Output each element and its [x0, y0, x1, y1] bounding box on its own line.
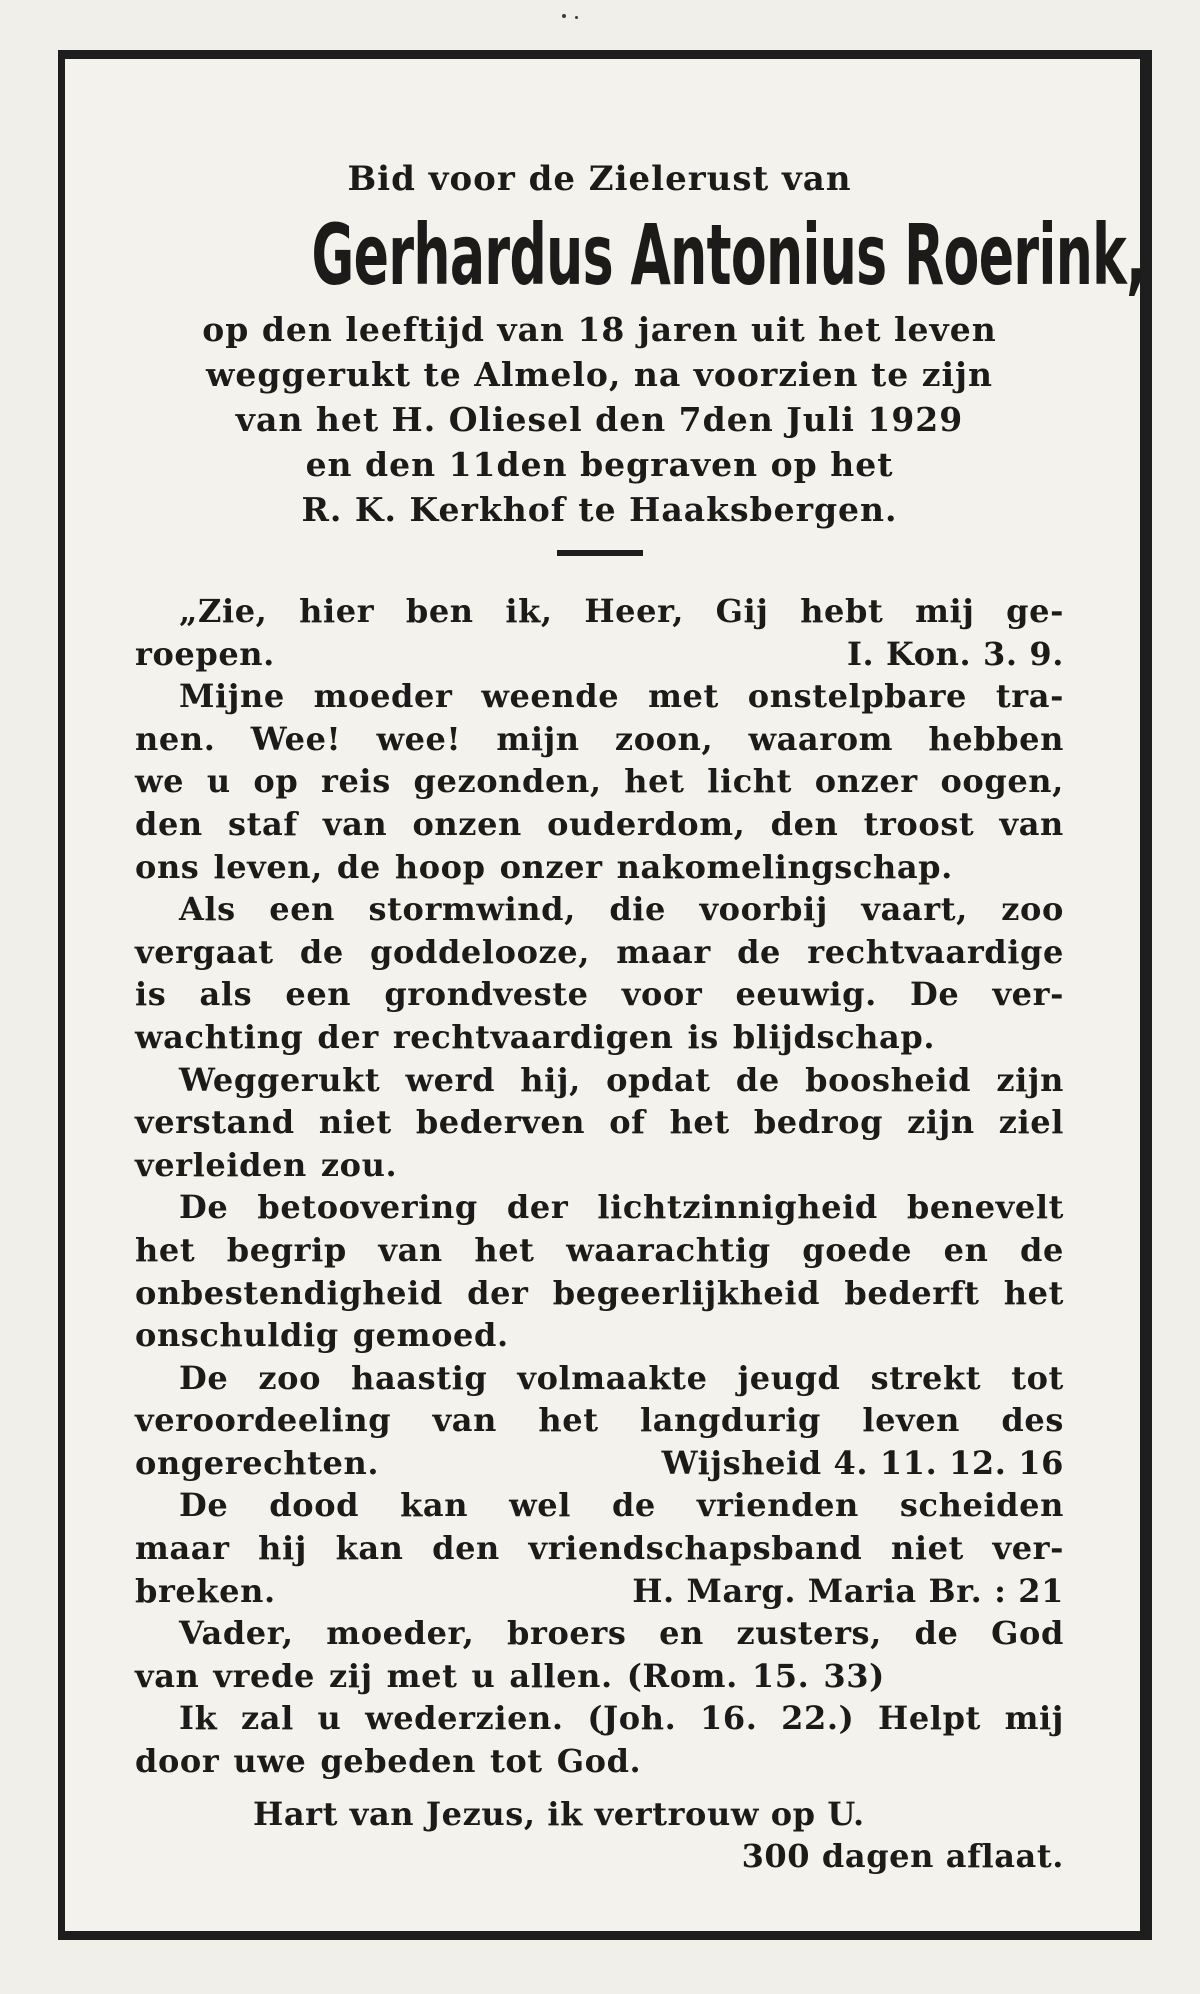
text-line	[135, 1399, 1064, 1442]
word: Vader,	[179, 1614, 294, 1653]
word: tot	[489, 1742, 543, 1781]
intro-line: weggerukt te Almelo, na voorzien te zijn	[206, 355, 993, 394]
word: Helpt	[878, 1699, 981, 1738]
text-line	[135, 1655, 1064, 1698]
text-line	[135, 1016, 1064, 1059]
word: den	[432, 1529, 500, 1568]
word: Gij	[715, 592, 769, 630]
word: onzer	[814, 762, 918, 801]
text-line	[135, 1144, 1064, 1187]
word: 16.	[700, 1699, 758, 1738]
word: het	[474, 1230, 535, 1269]
word: begeerlijkheid	[552, 1273, 821, 1312]
word: Mijne	[179, 677, 285, 716]
word: dood	[269, 1486, 360, 1525]
word: jeugd	[737, 1358, 841, 1397]
word: Weggerukt	[179, 1060, 381, 1099]
word: scheiden	[899, 1486, 1064, 1525]
word: roepen.	[135, 634, 275, 673]
intro-text	[135, 307, 1064, 532]
text-line	[135, 1357, 1064, 1400]
word: vaart,	[861, 890, 968, 929]
text-line	[135, 846, 1064, 889]
word: God.	[556, 1742, 642, 1781]
intro-line: op den leeftijd van 18 jaren uit het leven	[202, 310, 997, 349]
word: werd	[405, 1060, 496, 1099]
word: hebt	[800, 592, 884, 630]
word: Wijsheid 4. 11. 12. 16	[661, 1443, 1064, 1482]
word: Als	[179, 890, 236, 929]
memorial-card	[58, 50, 1152, 1940]
word: het	[538, 1401, 599, 1440]
word: een	[269, 890, 336, 929]
intro-line: en den 11den begraven op het	[305, 445, 894, 484]
word: de	[914, 1614, 959, 1653]
word: De	[179, 1486, 229, 1525]
intro-line: R. K. Kerkhof te Haaksbergen.	[301, 490, 898, 529]
word: niet	[890, 1529, 964, 1568]
word: voor	[621, 975, 703, 1014]
heading: Bid voor de Zielerust van	[347, 159, 852, 199]
word: bedrog	[753, 1103, 884, 1142]
text-line	[135, 1101, 1064, 1144]
word: (Joh.	[587, 1699, 677, 1738]
word: het	[624, 762, 685, 801]
text-line	[135, 973, 1064, 1016]
word: wee!	[376, 719, 462, 758]
word: de	[611, 1486, 656, 1525]
word: gebeden	[320, 1742, 476, 1781]
text-line	[135, 675, 1064, 718]
word: een	[285, 975, 352, 1014]
word: zoon,	[614, 719, 714, 758]
word: leven	[862, 1401, 961, 1440]
word: de	[737, 932, 781, 971]
word: rechtvaardige	[807, 932, 1064, 971]
word: hij	[258, 1529, 307, 1568]
word: den	[135, 804, 203, 843]
word: zou.	[320, 1145, 398, 1184]
word: van	[378, 1230, 443, 1269]
word: wederzien.	[365, 1699, 564, 1738]
text-line	[135, 1442, 1064, 1485]
word: moeder,	[326, 1614, 475, 1653]
word: onschuldig	[135, 1316, 339, 1355]
word: volmaakte	[517, 1358, 708, 1397]
word: vrede	[213, 1656, 315, 1695]
body-text	[135, 590, 1064, 1783]
word: hij,	[520, 1060, 581, 1099]
text-line	[135, 1570, 1064, 1613]
word: den	[770, 804, 839, 843]
word: mij	[915, 592, 975, 630]
word: op	[253, 762, 299, 801]
word: die	[609, 890, 667, 929]
word: de	[336, 847, 381, 886]
word: vriendschapsband	[528, 1529, 863, 1568]
word: het	[135, 1230, 196, 1269]
word: des	[1001, 1401, 1064, 1440]
word: uwe	[233, 1742, 307, 1781]
word: ongerechten.	[135, 1443, 380, 1482]
word: met	[386, 1656, 458, 1695]
word: zij	[328, 1656, 373, 1695]
word: mij	[1004, 1699, 1064, 1738]
speck	[575, 16, 578, 19]
word: zusters,	[736, 1614, 882, 1653]
word: bederven	[415, 1103, 586, 1142]
text-line	[135, 931, 1064, 974]
text-line	[135, 1229, 1064, 1272]
word: hebben	[928, 719, 1064, 758]
word: is	[135, 975, 167, 1014]
word: langdurig	[639, 1401, 821, 1440]
word: Ik	[179, 1699, 218, 1738]
indulgence-note: 300 dagen aflaat.	[741, 1837, 1064, 1876]
word: licht	[707, 762, 793, 801]
word: wel	[509, 1486, 571, 1525]
word: grondveste	[384, 975, 589, 1014]
word: betoovering	[257, 1188, 478, 1227]
word: De	[910, 975, 960, 1014]
word: troost	[863, 804, 975, 843]
text-line	[135, 803, 1064, 846]
text-line	[135, 718, 1064, 761]
word: verleiden	[135, 1145, 307, 1184]
word: door	[135, 1742, 220, 1781]
text-line	[135, 1697, 1064, 1740]
intro-line: van het H. Oliesel den 7den Juli 1929	[235, 400, 964, 439]
word: ik,	[505, 592, 553, 630]
word: blijdschap.	[732, 1017, 936, 1056]
word: maar	[135, 1529, 230, 1568]
word: stormwind,	[368, 890, 576, 929]
word: benevelt	[906, 1188, 1064, 1227]
word: verstand	[135, 1103, 295, 1142]
word: oogen,	[940, 762, 1064, 801]
word: Heer,	[584, 592, 684, 630]
word: reis	[321, 762, 391, 801]
text-line	[135, 760, 1064, 803]
closing	[135, 1793, 1064, 1878]
word: onzen	[412, 804, 522, 843]
word: waarom	[748, 719, 894, 758]
word: kan	[335, 1529, 404, 1568]
word: (Rom.	[626, 1656, 738, 1695]
text-line	[135, 1484, 1064, 1527]
word: rechtvaardigen	[392, 1017, 674, 1056]
word: der	[317, 1017, 379, 1056]
word: voorbij	[699, 890, 828, 929]
word: tra-	[995, 677, 1064, 716]
word: ver-	[992, 1529, 1064, 1568]
word: van	[322, 804, 388, 843]
word: der	[467, 1273, 529, 1312]
word: hoop	[394, 847, 486, 886]
text-line	[135, 1527, 1064, 1570]
word: lichtzinnigheid	[597, 1188, 878, 1227]
word: waarachtig	[566, 1230, 771, 1269]
word: en	[659, 1614, 704, 1653]
word: goddelooze,	[370, 932, 590, 971]
text-line	[135, 1314, 1064, 1357]
word: de	[1019, 1230, 1064, 1269]
word: eeuwig.	[735, 975, 877, 1014]
word: zijn	[996, 1060, 1064, 1099]
word: als	[199, 975, 253, 1014]
word: is	[687, 1017, 719, 1056]
word: hier	[299, 592, 375, 630]
word: der	[506, 1188, 569, 1227]
word: u	[206, 762, 231, 801]
word: weende	[481, 677, 620, 716]
word: breken.	[135, 1571, 276, 1610]
word: veroordeeling	[135, 1401, 392, 1440]
word: begrip	[226, 1230, 347, 1269]
word: „Zie,	[179, 592, 268, 630]
text-line	[135, 1059, 1064, 1102]
text-line	[135, 1612, 1064, 1655]
speck	[562, 14, 566, 18]
word: zoo	[1001, 890, 1064, 929]
word: goede	[802, 1230, 913, 1269]
word: God	[991, 1614, 1064, 1653]
word: u	[471, 1656, 496, 1695]
word: van	[432, 1401, 497, 1440]
word: tot	[1011, 1358, 1064, 1397]
word: onstelpbare	[747, 677, 968, 716]
word: de	[735, 1060, 780, 1099]
text-line	[135, 888, 1064, 931]
word: nakomelingschap.	[616, 847, 953, 886]
word: ons	[135, 847, 200, 886]
word: staf	[228, 804, 298, 843]
text-line	[135, 590, 1064, 633]
word: ben	[405, 592, 474, 630]
word: kan	[400, 1486, 469, 1525]
word: zoo	[258, 1358, 322, 1397]
word: nen.	[135, 719, 216, 758]
word: met	[648, 677, 719, 716]
word: ziel	[998, 1103, 1064, 1142]
closing-prayer: Hart van Jezus, ik vertrouw op U.	[253, 1794, 865, 1833]
word: gezonden,	[413, 762, 602, 801]
word: boosheid	[805, 1060, 972, 1099]
word: ver-	[992, 975, 1064, 1014]
word: zal	[241, 1699, 294, 1738]
word: De	[179, 1188, 229, 1227]
word: of	[609, 1103, 646, 1142]
word: leven,	[213, 847, 323, 886]
word: wachting	[135, 1017, 304, 1056]
word: H. Marg. Maria Br. : 21	[632, 1571, 1064, 1610]
word: de	[299, 932, 344, 971]
text-line	[135, 1740, 1064, 1783]
word: 15.	[751, 1656, 810, 1695]
word: onzer	[499, 847, 603, 886]
word: zijn	[907, 1103, 975, 1142]
word: opdat	[606, 1060, 711, 1099]
word: 33)	[823, 1656, 885, 1695]
word: onbestendigheid	[135, 1273, 443, 1312]
word: bederft	[844, 1273, 980, 1312]
word: allen.	[509, 1656, 613, 1695]
divider	[557, 550, 643, 556]
word: broers	[507, 1614, 627, 1653]
word: het	[669, 1103, 730, 1142]
word: gemoed.	[352, 1316, 509, 1355]
word: u	[317, 1699, 342, 1738]
word: moeder	[313, 677, 453, 716]
word: vrienden	[696, 1486, 859, 1525]
word: we	[135, 762, 185, 801]
text-line	[135, 1272, 1064, 1315]
word: maar	[616, 932, 711, 971]
word: 22.)	[781, 1699, 855, 1738]
word: ouderdom,	[547, 804, 746, 843]
word: De	[179, 1358, 229, 1397]
word: ge-	[1006, 592, 1064, 630]
word: het	[1003, 1273, 1064, 1312]
word: strekt	[870, 1358, 982, 1397]
word: van	[135, 1656, 200, 1695]
card-content	[135, 119, 1146, 1891]
word: Wee!	[250, 719, 342, 758]
word: van	[999, 804, 1064, 843]
word: haastig	[351, 1358, 488, 1397]
word: mijn	[496, 719, 580, 758]
word: vergaat	[135, 932, 274, 971]
text-line	[135, 1186, 1064, 1229]
deceased-name: Gerhardus Antonius Roerink,	[311, 206, 1146, 304]
word: en	[943, 1230, 989, 1269]
text-line	[135, 633, 1064, 676]
word: niet	[318, 1103, 392, 1142]
word: I. Kon. 3. 9.	[846, 634, 1064, 673]
